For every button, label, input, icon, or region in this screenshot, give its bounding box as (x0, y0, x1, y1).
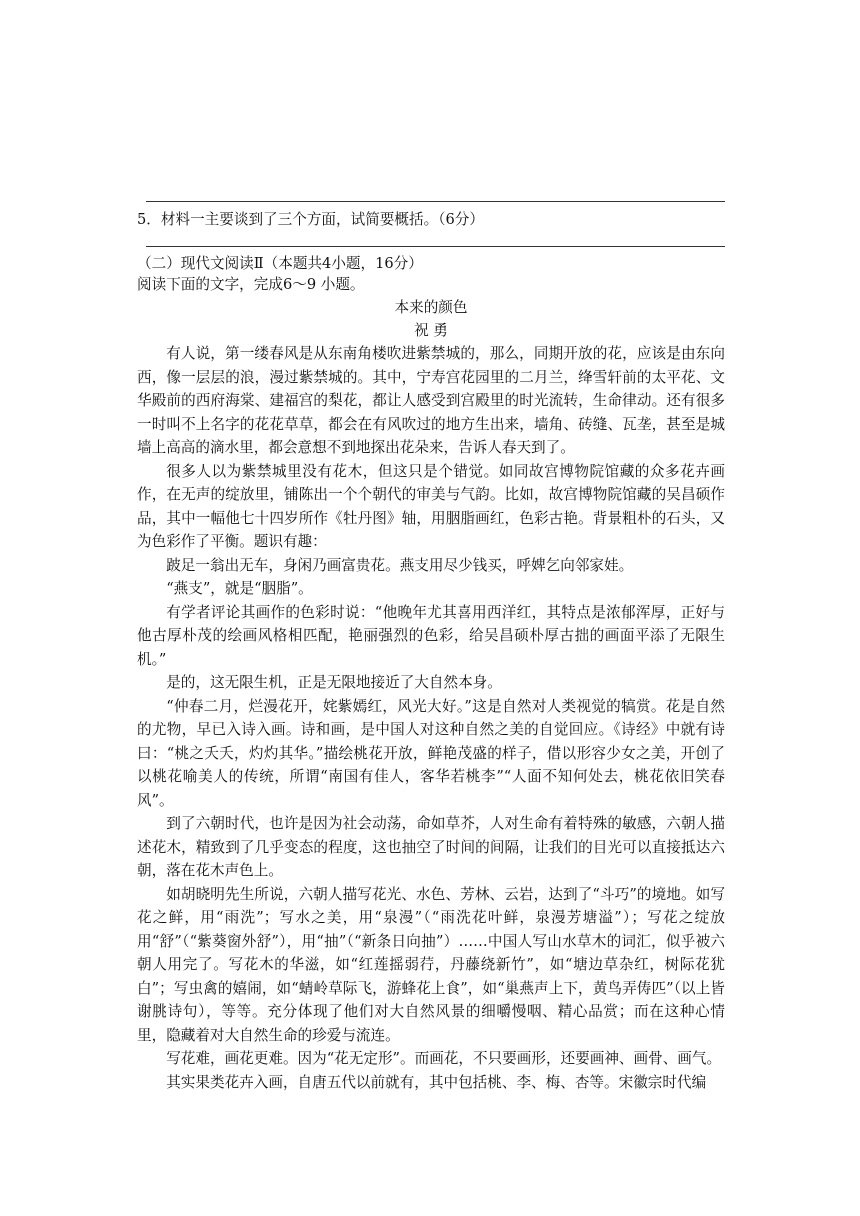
article-body (137, 342, 725, 1094)
paragraph: 是的，这无限生机，正是无限地接近了大自然本身。 (166, 674, 502, 691)
paragraph: 有人说，第一缕春风是从东南角楼吹进紫禁城的，那么，同期开放的花，应该是由东向西，像一层层的浪，漫过紫禁城的。其中，宁寿宫花园里的二月兰，绛雪轩前的太平花、文华殿前的西府海棠、建福宫的梨花，都让人感受到宫殿里的时光流转，生命律动。还有很多一时叫不上名字的花花草草，都会在有风吹过的地方生出来，墙角、砖缝、瓦垄，甚至是城墙上高高的滴水里，都会意想不到地探出花朵来，告诉人春天到了。 (137, 345, 725, 456)
paragraph: “燕支”，就是“胭脂”。 (166, 580, 313, 597)
section-header: （二）现代文阅读Ⅱ（本题共4小题，16分） (137, 255, 423, 272)
paragraph: 很多人以为紫禁城里没有花木，但这只是个错觉。如同故宫博物院馆藏的众多花卉画作，在无声的绽放里，铺陈出一个个朝代的审美与气韵。比如，故宫博物院馆藏的吴昌硕作品，其中一幅他七十四岁所作《牡丹图》轴，用胭脂画红，色彩古艳。背景粗朴的石头，又为色彩作了平衡。题识有趣： (137, 462, 725, 550)
article-author: 祝 勇 (414, 322, 448, 339)
paragraph: 如胡晓明先生所说，六朝人描写花光、水色、芳林、云岩，达到了“斗巧”的境地。如写花之鲜，用“雨洗”；写水之美，用“泉漫”（“雨洗花叶鲜，泉漫芳塘溢”）；写花之绽放用“舒”（“紫葵窗外舒”），用“抽”（“新条日向抽”）……中国人写山水草木的词汇，似乎被六朝人用完了。写花木的华滋，如“红莲摇弱荇，丹藤绕新竹”，如“塘边草杂红，树际花犹白”；写虫禽的嬉闹，如“蜻岭草际飞，游蜂花上食”，如“巢燕声上下，黄鸟弄俦匹”（以上皆谢朓诗句），等等。充分体现了他们对大自然风景的细嚼慢咽、精心品赏；而在这种心情里，隐藏着对大自然生命的珍爱与流连。 (137, 885, 725, 1044)
paragraph: 有学者评论其画作的色彩时说：“他晚年尤其喜用西洋红，其特点是浓郁浑厚，正好与他古厚朴茂的绘画风格相匹配，艳丽强烈的色彩，给吴昌硕朴厚古拙的画面平添了无限生机。” (137, 603, 725, 668)
answer-line (146, 201, 725, 202)
paragraph: 其实果类花卉入画，自唐五代以前就有，其中包括桃、李、梅、杏等。宋徽宗时代编 (166, 1073, 707, 1091)
paragraph: 到了六朝时代，也许是因为社会动荡，命如草芥，人对生命有着特殊的敏感，六朝人描述花木，精致到了几乎变态的程度，这也抽空了时间的间隔，让我们的目光可以直接抵达六朝，落在花木声色上。 (137, 815, 725, 879)
article-title: 本来的颜色 (394, 299, 468, 316)
paragraph: 写花难，画花更难。因为“花无定形”。而画花，不只要画形，还要画神、画骨、画气。 (166, 1050, 722, 1067)
answer-line (146, 246, 725, 247)
instruction: 阅读下面的文字，完成6～9 小题。 (137, 276, 365, 293)
question-5: 5．材料一主要谈到了三个方面，试简要概括。（6分） (137, 211, 484, 228)
paragraph: “仲春二月，烂漫花开，姹紫嫣红，风光大好。”这是自然对人类视觉的犒赏。花是自然的尤物，早已入诗入画。诗和画，是中国人对这种自然之美的自觉回应。《诗经》中就有诗曰：“桃之夭夭，灼灼其华。”描绘桃花开放，鲜艳茂盛的样子，借以形容少女之美，开创了以桃花喻美人的传统，所谓“南国有佳人，客华若桃李”“人面不知何处去，桃花依旧笑春风”。 (137, 697, 725, 809)
poem-inscription: 跛足一翁出无车，身闲乃画富贵花。燕支用尽少钱买，呼婢乞向邻家娃。 (166, 556, 634, 574)
